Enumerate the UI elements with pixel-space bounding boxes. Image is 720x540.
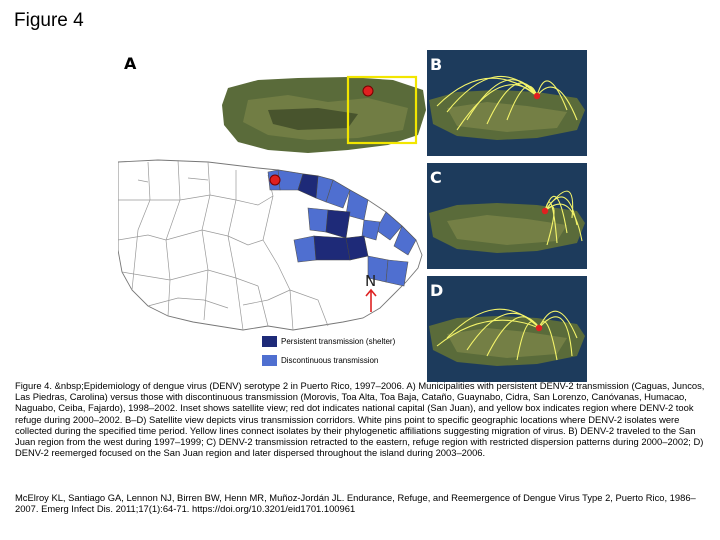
panel-label-c: C <box>430 168 442 187</box>
satellite-c-svg <box>427 163 587 269</box>
legend-persistent-label: Persistent transmission (shelter) <box>281 337 396 346</box>
legend-discontinuous-label: Discontinuous transmission <box>281 356 379 365</box>
legend-persistent-swatch <box>262 336 277 347</box>
satellite-d-svg <box>427 276 587 382</box>
capital-red-dot-inset <box>363 86 373 96</box>
panel-label-b: B <box>430 55 443 74</box>
panel-label-a: A <box>124 54 137 73</box>
figure-citation: McElroy KL, Santiago GA, Lennon NJ, Birren BW, Henn MR, Muñoz-Jordán JL. Endurance, Refuge, and Reemergence of Dengue Virus Type 2, Puerto Rico, 1986–2007. Emerg Infect Dis. 2011;17(1):64-71. https://doi.org/10.3201/eid1701.100961 <box>15 492 696 515</box>
municipality-map <box>118 50 428 370</box>
satellite-b-svg <box>427 50 587 156</box>
north-label: N <box>365 272 377 290</box>
figure-title: Figure 4 <box>14 10 84 31</box>
legend-discontinuous-swatch <box>262 355 277 366</box>
panel-label-d: D <box>430 281 444 300</box>
satellite-panel-c <box>427 163 587 269</box>
capital-red-dot-map <box>270 175 280 185</box>
figure-caption: Figure 4. &nbsp;Epidemiology of dengue virus (DENV) serotype 2 in Puerto Rico, 1997–2006. A) Municipalities with persistent DENV-2 transmission (Caguas, Juncos, Las Piedras, Carolina) versus those with discontinuous transmission (Morovis, Toa Alta, Toa Baja, Cataño, Guaynabo, Cidra, San Lorenzo, Canóvanas, Humacao, Naguabo, Ceiba, Fajardo), 1998–2002. Inset shows satellite view; red dot indicates national capital (San Juan), and yellow box indicates region where DENV-2 took refuge during 2000–2002. B–D) Satellite view depicts virus transmission corridors. White pins point to specific geographic locations where DENV-2 isolates were collected during the specified time period. Yellow lines connect isolates by their phylogenetic affiliations suggesting migration of virus. B) DENV-2 traveled to the San Juan region from the west during 1997–1999; C) DENV-2 transmission retracted to the eastern, refuge region with restricted dispersion patterns during 2000–2002; D) DENV-2 reemerged focused on the San Juan region and later dispersed throughout the island during 2003–2006. <box>15 380 705 459</box>
satellite-panel-b <box>427 50 587 156</box>
satellite-panel-d <box>427 276 587 382</box>
map-svg <box>118 50 428 370</box>
